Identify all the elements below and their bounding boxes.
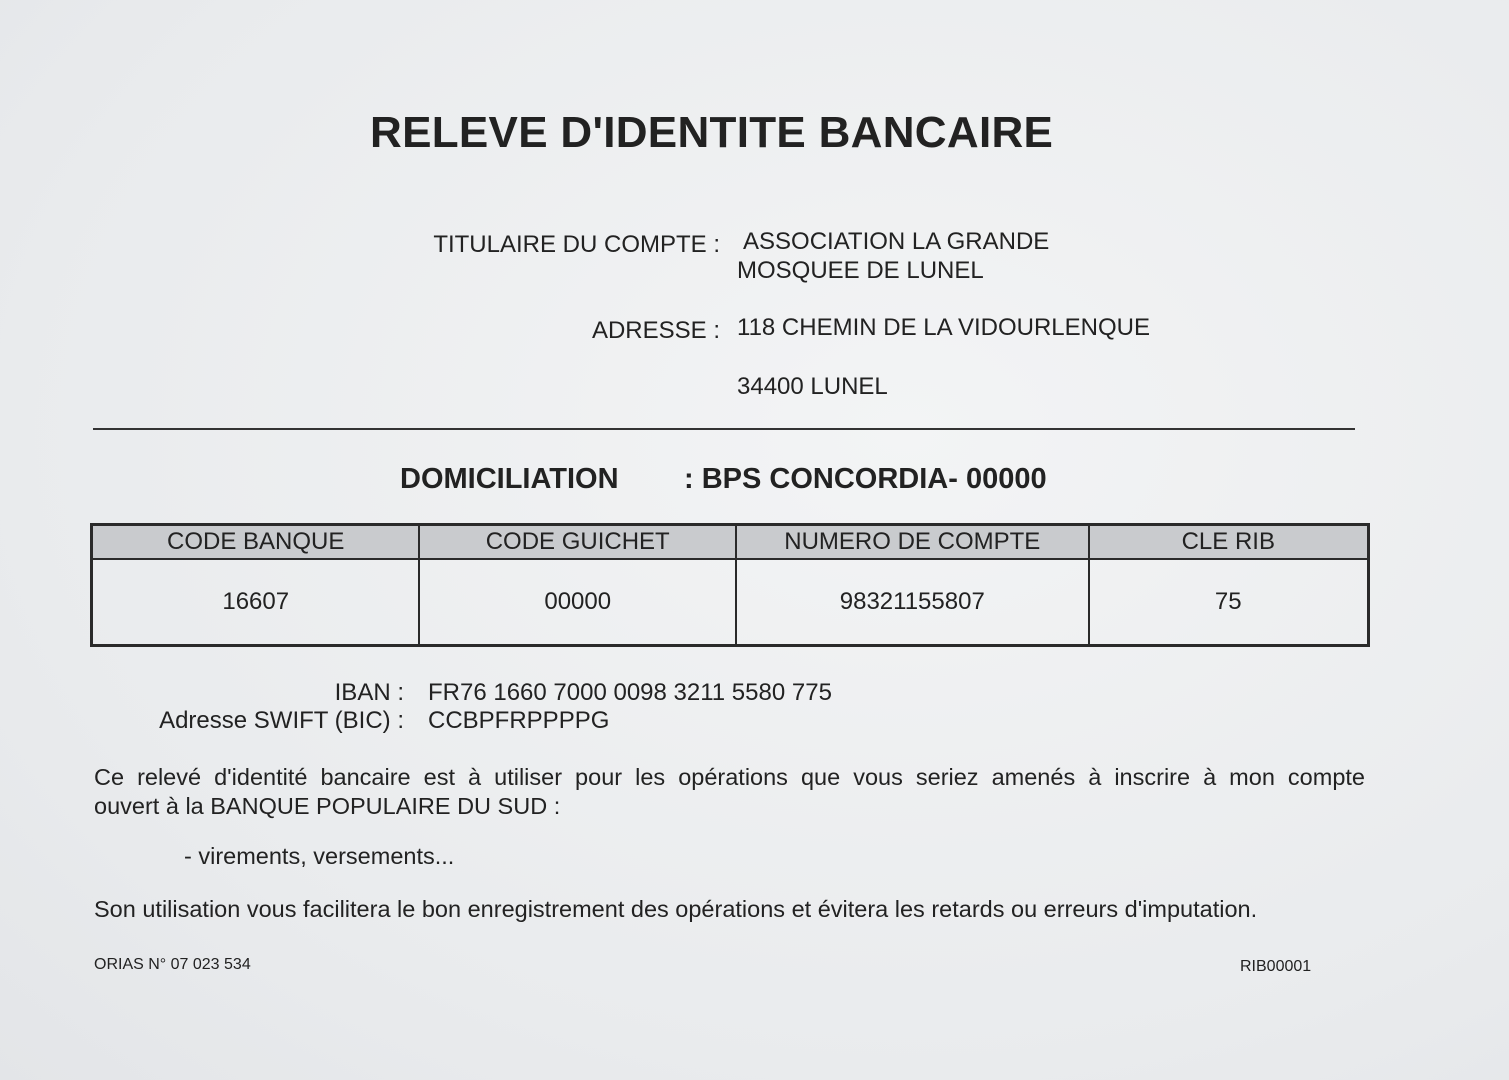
- address-line2: 34400 LUNEL: [737, 373, 888, 400]
- iban-value: FR76 1660 7000 0098 3211 5580 775: [428, 679, 832, 706]
- usage-note: Son utilisation vous facilitera le bon enregistrement des opérations et évitera les retards ou erreurs d'imputation.: [94, 896, 1258, 922]
- bullet-item: - virements, versements...: [184, 843, 455, 869]
- value-code-guichet: 00000: [419, 559, 736, 646]
- address-label: ADRESSE :: [591, 317, 720, 344]
- document-reference: RIB00001: [1240, 958, 1312, 975]
- value-numero-compte: 98321155807: [736, 559, 1089, 646]
- iban-label: IBAN :: [334, 679, 404, 706]
- domiciliation-label: DOMICILIATION: [400, 463, 619, 495]
- account-holder-name-line2: MOSQUEE DE LUNEL: [737, 257, 984, 284]
- header-numero-compte: NUMERO DE COMPTE: [736, 525, 1089, 560]
- value-cle-rib: 75: [1214, 588, 1242, 615]
- header-cle-rib: CLE RIB: [1089, 525, 1369, 560]
- bic-label: Adresse SWIFT (BIC) :: [159, 707, 404, 734]
- value-code-banque: 16607: [92, 559, 420, 646]
- usage-paragraph: [94, 763, 1365, 821]
- rib-value-row: [92, 559, 1369, 646]
- header-code-guichet: CODE GUICHET: [419, 525, 736, 560]
- header-code-banque: CODE BANQUE: [92, 525, 420, 560]
- orias-number: ORIAS N° 07 023 534: [94, 956, 251, 973]
- rib-table: [90, 523, 1370, 647]
- rib-header-row: [92, 525, 1369, 560]
- account-holder-value: [737, 227, 1157, 285]
- bic-value: CCBPFRPPPPG: [428, 707, 610, 734]
- document-title: RELEVE D'IDENTITE BANCAIRE: [370, 108, 1054, 157]
- address-line1: 118 CHEMIN DE LA VIDOURLENQUE: [737, 314, 1151, 341]
- account-holder-name-line1: ASSOCIATION LA GRANDE: [743, 228, 1050, 255]
- separator-line: [93, 428, 1355, 430]
- domiciliation-value: : BPS CONCORDIA- 00000: [684, 463, 1047, 495]
- account-holder-label: TITULAIRE DU COMPTE :: [433, 231, 720, 258]
- paragraph-line1: Ce relevé d'identité bancaire est à utiliser pour les opérations que vous seriez amenés à inscrire à mon compte: [94, 764, 1365, 790]
- paragraph-line2: ouvert à la BANQUE POPULAIRE DU SUD :: [94, 793, 561, 819]
